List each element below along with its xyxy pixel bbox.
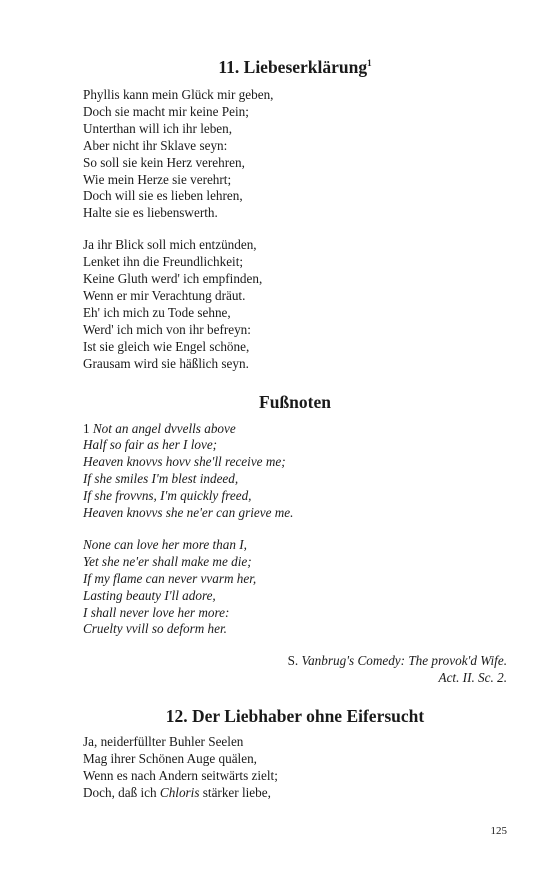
verse-line: Lasting beauty I'll adore,	[83, 587, 216, 603]
footnote-number[interactable]: 1	[83, 420, 90, 436]
verse-line: Wenn er mir Verachtung dräut.	[83, 287, 246, 303]
verse-line: Phyllis kann mein Glück mir geben,	[83, 87, 274, 102]
attribution-prefix: S.	[287, 653, 302, 669]
verse-line: Wenn es nach Andern seitwärts zielt;	[83, 768, 278, 783]
verse-line: None can love her more than I,	[83, 536, 247, 552]
poem-11-stanza-2	[83, 237, 507, 372]
attribution-act: Act. II. Sc. 2.	[438, 670, 507, 686]
poem-12-stanza-1	[83, 734, 507, 802]
stanza-gap	[83, 522, 507, 537]
poem-11-title-text: 11. Liebeserklärung	[218, 57, 368, 77]
verse-line	[83, 785, 507, 802]
verse-line: I shall never love her more:	[83, 604, 230, 620]
verse-line: Halte sie es liebenswerth.	[83, 205, 218, 221]
verse-line: If my flame can never vvarm her,	[83, 570, 257, 586]
verse-line: Ist sie gleich wie Engel schöne,	[83, 338, 250, 354]
footnote-attribution	[83, 653, 507, 687]
verse-line: Keine Gluth werd' ich empfinden,	[83, 271, 263, 287]
verse-line: Yet she ne'er shall make me die;	[83, 553, 252, 569]
verse-line: Ja ihr Blick soll mich entzünden,	[83, 237, 257, 253]
poem-11-stanza-1	[83, 87, 507, 222]
verse-line: Heaven knovvs hovv she'll receive me;	[83, 454, 286, 470]
verse-text: stärker liebe,	[199, 784, 271, 800]
verse-line: Ja, neiderfüllter Buhler Seelen	[83, 734, 244, 750]
verse-line: Werd' ich mich von ihr befreyn:	[83, 321, 251, 337]
name-chloris: Chloris	[159, 784, 200, 800]
verse-line: Eh' ich mich zu Tode sehne,	[83, 304, 231, 320]
poem-11-title	[83, 56, 507, 78]
verse-line: If she frovvns, I'm quickly freed,	[83, 488, 252, 504]
verse-line: Doch will sie es lieben lehren,	[83, 188, 243, 204]
verse-line: If she smiles I'm blest indeed,	[83, 471, 239, 487]
footnote-stanza-2	[83, 537, 507, 638]
verse-line: Wie mein Herze sie verehrt;	[83, 171, 232, 187]
verse-line: Cruelty vvill so deform her.	[83, 621, 227, 637]
verse-text: Doch, daß ich	[83, 784, 160, 800]
verse-line: Doch sie macht mir keine Pein;	[83, 103, 249, 119]
footnote-first-line	[83, 421, 507, 438]
footnote-reference[interactable]: 1	[367, 58, 372, 69]
verse-line: Half so fair as her I love;	[83, 437, 218, 453]
verse-line: Aber nicht ihr Sklave seyn:	[83, 137, 228, 153]
footnotes-heading: Fußnoten	[259, 391, 331, 412]
footnote-stanza-1	[83, 421, 507, 522]
attribution-title: Vanbrug's Comedy: The provok'd Wife.	[301, 653, 507, 669]
verse-line: Heaven knovvs she ne'er can grieve me.	[83, 505, 294, 521]
verse-line: Unterthan will ich ihr leben,	[83, 120, 233, 136]
verse-line-text: Not an angel dvvells above	[92, 420, 236, 436]
page-number: 125	[490, 825, 507, 837]
verse-line: Lenket ihn die Freundlichkeit;	[83, 254, 244, 270]
page-content	[83, 56, 507, 802]
verse-line: So soll sie kein Herz verehren,	[83, 154, 245, 170]
verse-line: Mag ihrer Schönen Auge quälen,	[83, 751, 257, 767]
attribution-source	[83, 653, 507, 670]
poem-12-title: 12. Der Liebhaber ohne Eifersucht	[165, 706, 425, 727]
verse-line: Grausam wird sie häßlich seyn.	[83, 355, 249, 371]
stanza-gap	[83, 222, 507, 237]
